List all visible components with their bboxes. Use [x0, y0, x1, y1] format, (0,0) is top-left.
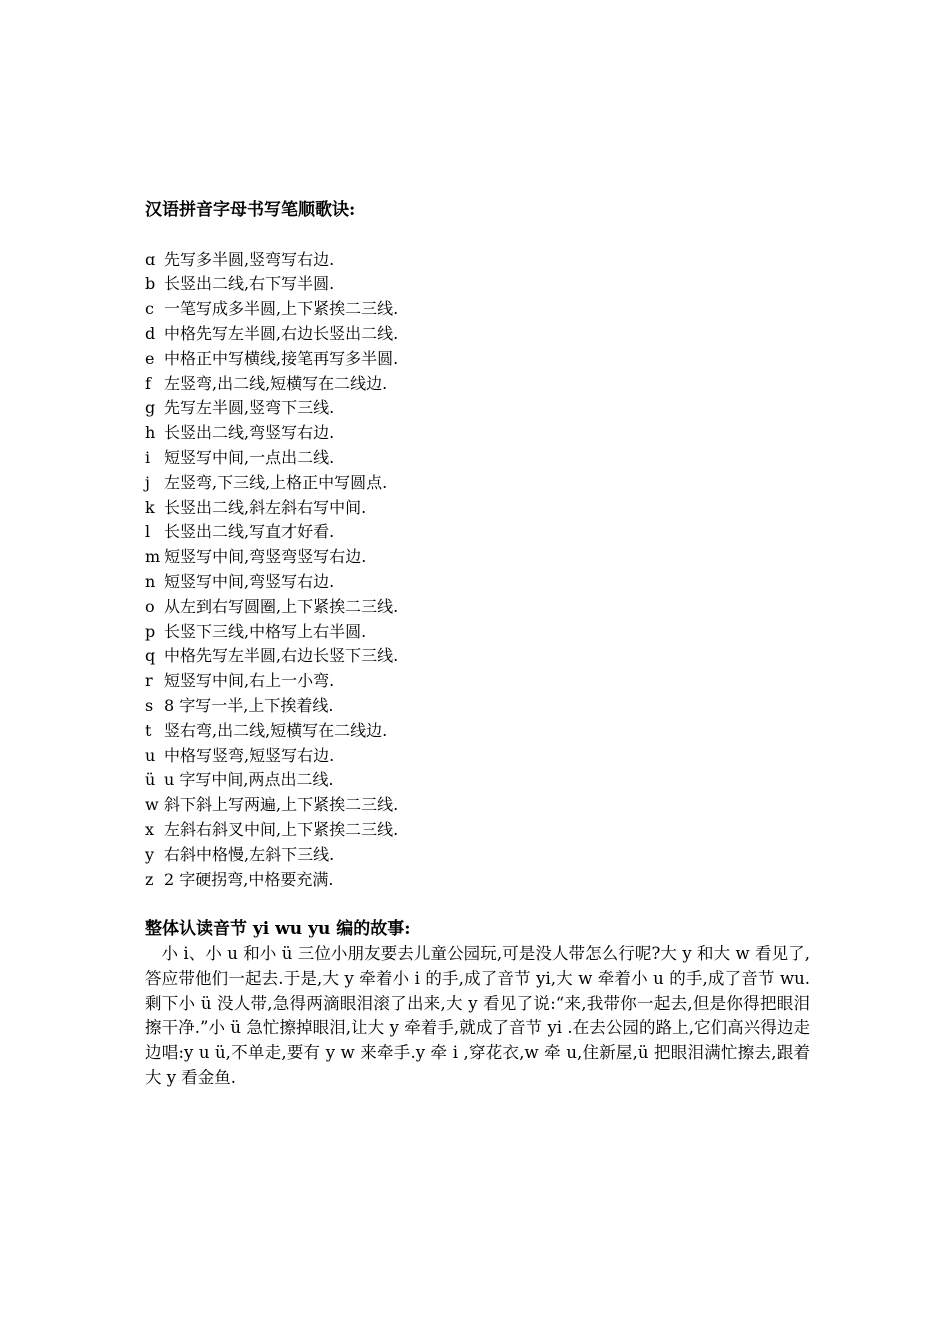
rhyme-letter: p	[145, 621, 156, 641]
rhyme-text: 短竖写中间,弯竖弯竖写右边.	[164, 547, 367, 567]
rhyme-text: 长竖出二线,斜左斜右写中间.	[164, 497, 367, 517]
rhyme-letter: u	[145, 745, 156, 765]
rhyme-item	[145, 297, 810, 322]
rhyme-item	[145, 669, 810, 694]
rhyme-item	[145, 620, 810, 645]
rhyme-letter: b	[145, 274, 156, 294]
rhyme-text: 斜下斜上写两遍,上下紧挨二三线.	[164, 795, 399, 815]
rhyme-item	[145, 520, 810, 545]
rhyme-letter: g	[145, 398, 156, 418]
rhyme-letter: h	[145, 423, 156, 443]
rhyme-text: 8 字写一半,上下挨着线.	[164, 695, 334, 715]
rhyme-text: 中格写竖弯,短竖写右边.	[164, 745, 335, 765]
rhyme-letter: i	[145, 447, 151, 467]
rhyme-text: 长竖下三线,中格写上右半圆.	[164, 621, 367, 641]
rhyme-item	[145, 768, 810, 793]
rhyme-text: 左竖弯,下三线,上格正中写圆点.	[164, 472, 388, 492]
rhyme-text: 短竖写中间,弯竖写右边.	[164, 571, 335, 591]
rhyme-item	[145, 421, 810, 446]
rhyme-letter: z	[145, 869, 154, 889]
rhyme-text: 中格正中写横线,接笔再写多半圆.	[164, 348, 399, 368]
rhyme-letter: l	[145, 522, 151, 542]
rhyme-letter: s	[145, 695, 154, 715]
rhyme-text: 2 字硬拐弯,中格要充满.	[164, 869, 334, 889]
rhyme-text: 长竖出二线,写直才好看.	[164, 522, 335, 542]
rhyme-letter: w	[145, 795, 159, 815]
rhyme-item	[145, 868, 810, 893]
rhyme-item	[145, 570, 810, 595]
rhyme-item	[145, 248, 810, 273]
rhyme-letter: r	[145, 671, 153, 691]
story-paragraph: 小 i、小 u 和小 ü 三位小朋友要去儿童公园玩,可是没人带怎么行呢?大 y 和大 w 看见了,答应带他们一起去.于是,大 y 牵着小 i 的手,成了音节 yi,大 w 牵着小 u 的手,成了音节 wu.剩下小 ü 没人带,急得两滴眼泪滚了出来,大 y 看见了说:“来,我带你一起去,但是你得把眼泪擦干净.”小 ü 急忙擦掉眼泪,让大 y 牵着手,就成了音节 yi .在去公园的路上,它们高兴得边走边唱:y u ü,不单走,要有 y w 来牵手.y 牵 i ,穿花衣,w 牵 u,住新屋,ü 把眼泪满忙擦去,跟着大 y 看金鱼.	[145, 943, 810, 1087]
rhyme-letter: c	[145, 299, 154, 319]
rhyme-text: 一笔写成多半圆,上下紧挨二三线.	[164, 299, 399, 319]
rhymes-heading: 汉语拼音字母书写笔顺歌诀:	[145, 200, 356, 220]
rhyme-text: 短竖写中间,右上一小弯.	[164, 671, 335, 691]
rhyme-text: 先写左半圆,竖弯下三线.	[164, 398, 335, 418]
rhyme-text: 长竖出二线,弯竖写右边.	[164, 423, 335, 443]
rhyme-item	[145, 694, 810, 719]
rhyme-item	[145, 471, 810, 496]
rhyme-item	[145, 595, 810, 620]
rhyme-text: 先写多半圆,竖弯写右边.	[164, 249, 335, 269]
rhyme-letter: x	[145, 819, 155, 839]
rhyme-item	[145, 818, 810, 843]
rhyme-letter: t	[145, 720, 152, 740]
rhyme-letter: j	[145, 472, 150, 492]
rhyme-letter: e	[145, 348, 155, 368]
rhyme-item	[145, 347, 810, 372]
rhyme-letter: ɑ	[145, 249, 156, 269]
rhyme-letter: o	[145, 596, 155, 616]
rhyme-text: 短竖写中间,一点出二线.	[164, 447, 335, 467]
rhyme-item	[145, 545, 810, 570]
rhyme-item	[145, 644, 810, 669]
rhyme-letter: f	[145, 373, 151, 393]
document-page	[145, 198, 810, 1091]
rhyme-letter: d	[145, 323, 156, 343]
rhyme-item	[145, 793, 810, 818]
rhyme-item	[145, 744, 810, 769]
rhyme-item	[145, 496, 810, 521]
rhyme-letter: y	[145, 844, 155, 864]
rhyme-list	[145, 248, 810, 893]
rhyme-text: 长竖出二线,右下写半圆.	[164, 274, 335, 294]
rhyme-item	[145, 396, 810, 421]
story-heading: 整体认读音节 yi wu yu 编的故事:	[145, 919, 411, 940]
rhyme-item	[145, 843, 810, 868]
rhyme-item	[145, 446, 810, 471]
rhyme-text: 竖右弯,出二线,短横写在二线边.	[164, 720, 388, 740]
rhyme-letter: k	[145, 497, 155, 517]
rhyme-text: 中格先写左半圆,右边长竖下三线.	[164, 646, 399, 666]
rhyme-letter: m	[145, 547, 161, 567]
rhyme-item	[145, 372, 810, 397]
rhyme-letter: n	[145, 571, 156, 591]
rhyme-text: 中格先写左半圆,右边长竖出二线.	[164, 323, 399, 343]
rhyme-item	[145, 719, 810, 744]
rhyme-letter: ü	[145, 770, 156, 790]
rhyme-text: 左斜右斜叉中间,上下紧挨二三线.	[164, 819, 399, 839]
rhyme-text: 从左到右写圆圈,上下紧挨二三线.	[164, 596, 399, 616]
rhyme-letter: q	[145, 646, 156, 666]
rhyme-text: 左竖弯,出二线,短横写在二线边.	[164, 373, 388, 393]
rhyme-item	[145, 322, 810, 347]
rhyme-item	[145, 272, 810, 297]
rhyme-text: u 字写中间,两点出二线.	[164, 770, 334, 790]
rhyme-text: 右斜中格慢,左斜下三线.	[164, 844, 335, 864]
